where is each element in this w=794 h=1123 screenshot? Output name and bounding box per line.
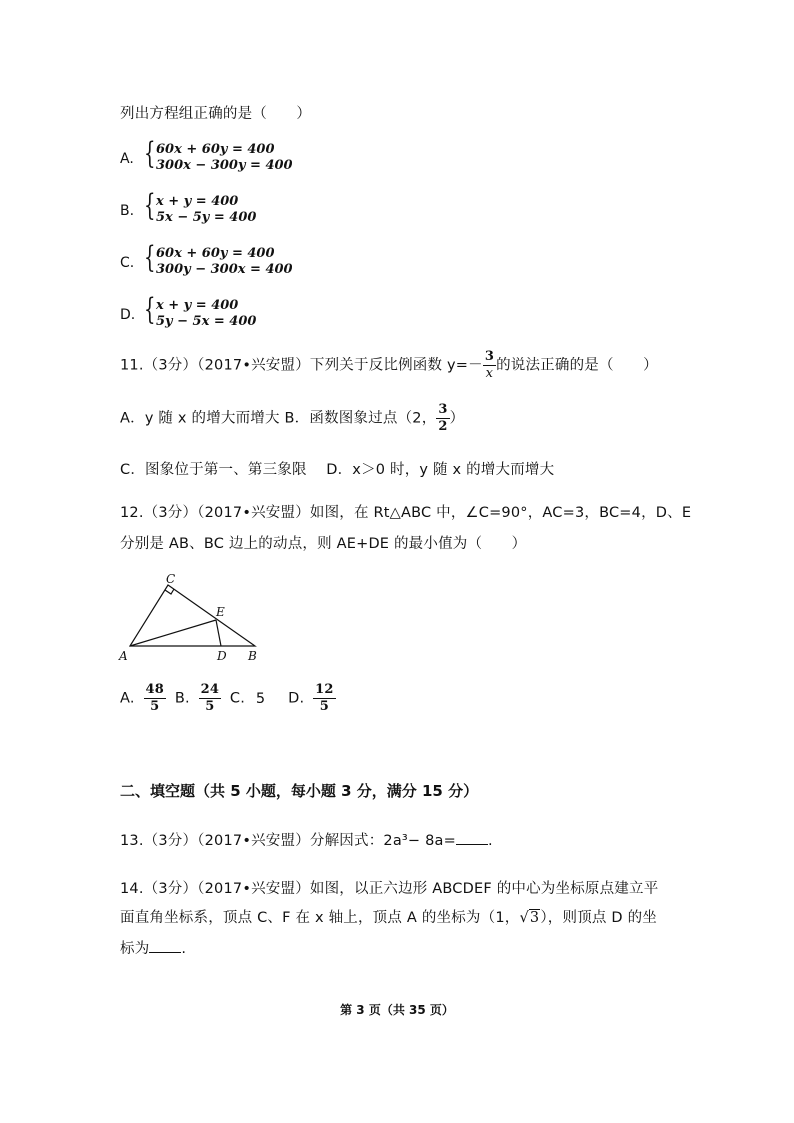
option-label: B. — [174, 690, 190, 707]
fraction-denominator: x — [485, 366, 494, 381]
q11-point-fraction — [436, 403, 449, 434]
q12-options — [120, 683, 340, 714]
q11-options-ab-text: A．y 随 x 的增大而增大 B．函数图象过点（2， — [120, 410, 437, 427]
equation-1: 60x + 60y = 400 — [156, 142, 275, 157]
segment-de — [216, 620, 221, 646]
equation-1: 60x + 60y = 400 — [156, 246, 275, 261]
option-c-value: 5 — [255, 690, 266, 707]
fraction-denominator: 5 — [150, 699, 160, 714]
equation-1: x + y = 400 — [156, 194, 239, 209]
q14-line2-start: 面直角坐标系，顶点 C、F 在 x 轴上，顶点 A 的坐标为（1， — [120, 910, 520, 926]
q13-stem — [120, 829, 493, 850]
option-label: B. — [120, 203, 135, 219]
page-footer: 第 3 页（共 35 页） — [340, 1003, 454, 1017]
option-label: D. — [288, 690, 305, 707]
q10-stem: 列出方程组正确的是（ ） — [120, 106, 312, 122]
option-label: D. — [120, 307, 136, 323]
left-brace: { — [144, 136, 156, 171]
q14-stem-line3 — [120, 937, 186, 958]
sqrt-expression: √3 — [519, 910, 540, 926]
q11-option-b-end: ） — [449, 410, 465, 427]
segment-ae — [130, 620, 216, 646]
q14-line2-end: ），则顶点 D 的坐 — [540, 910, 657, 926]
triangle-abc — [130, 585, 255, 646]
q11-stem-start: 11.（3分）（2017•兴安盟）下列关于反比例函数 y=－ — [120, 357, 483, 374]
label-a: A — [119, 649, 128, 663]
fraction-numerator: 24 — [200, 682, 220, 697]
left-brace: { — [144, 188, 156, 223]
option-a-fraction — [144, 683, 167, 714]
fraction-numerator: 12 — [315, 682, 334, 697]
q11-options-cd: C．图象位于第一、第三象限 D．x＞0 时，y 随 x 的增大而增大 — [120, 462, 555, 478]
option-d-fraction — [313, 683, 336, 714]
label-d: D — [217, 649, 227, 663]
q11-stem — [120, 350, 658, 381]
label-e: E — [216, 605, 225, 619]
fraction-denominator: 5 — [319, 699, 329, 714]
option-label: A. — [120, 690, 135, 707]
equation-2: 5x − 5y = 400 — [156, 210, 257, 225]
option-label: C. — [120, 255, 135, 271]
fraction-numerator: 48 — [145, 682, 164, 697]
fraction-numerator: 3 — [438, 402, 448, 417]
q11-fraction — [483, 350, 496, 381]
answer-blank — [456, 832, 488, 845]
left-brace: { — [144, 240, 156, 275]
equation-2: 300y − 300x = 400 — [156, 262, 293, 277]
q12-triangle-figure — [110, 568, 270, 668]
equation-2: 5y − 5x = 400 — [156, 314, 257, 329]
q13-text: 13.（3分）（2017•兴安盟）分解因式：2a³− 8a= — [120, 833, 456, 849]
fraction-denominator: 2 — [438, 419, 448, 434]
answer-blank — [149, 940, 181, 953]
q14-stem-line1: 14.（3分）（2017•兴安盟）如图，以正六边形 ABCDEF 的中心为坐标原点建立平 — [120, 881, 659, 897]
q14-stem-line2 — [120, 906, 657, 927]
right-angle-mark — [165, 589, 174, 594]
fraction-denominator: 5 — [205, 699, 215, 714]
option-label: C. — [229, 690, 246, 707]
section-heading: 二、填空题（共 5 小题，每小题 3 分，满分 15 分） — [120, 782, 479, 800]
option-label: A. — [120, 151, 134, 167]
equation-1: x + y = 400 — [156, 298, 239, 313]
equation-2: 300x − 300y = 400 — [156, 158, 293, 173]
fraction-numerator: 3 — [484, 349, 495, 364]
q13-end: . — [487, 833, 493, 849]
radicand: 3 — [529, 910, 540, 926]
q12-stem-line2: 分别是 AB、BC 边上的动点，则 AE+DE 的最小值为（ ） — [120, 536, 527, 552]
q14-line3-end: . — [181, 941, 187, 957]
label-b: B — [248, 649, 257, 663]
q14-line3-start: 标为 — [120, 941, 150, 957]
q11-stem-end: 的说法正确的是（ ） — [496, 357, 658, 374]
label-c: C — [166, 572, 176, 586]
q12-stem-line1: 12.（3分）（2017•兴安盟）如图，在 Rt△ABC 中，∠C=90°，AC=3，BC=4，D、E — [120, 505, 692, 521]
option-b-fraction — [199, 683, 222, 714]
left-brace: { — [144, 292, 156, 327]
q11-options-ab — [120, 403, 464, 434]
